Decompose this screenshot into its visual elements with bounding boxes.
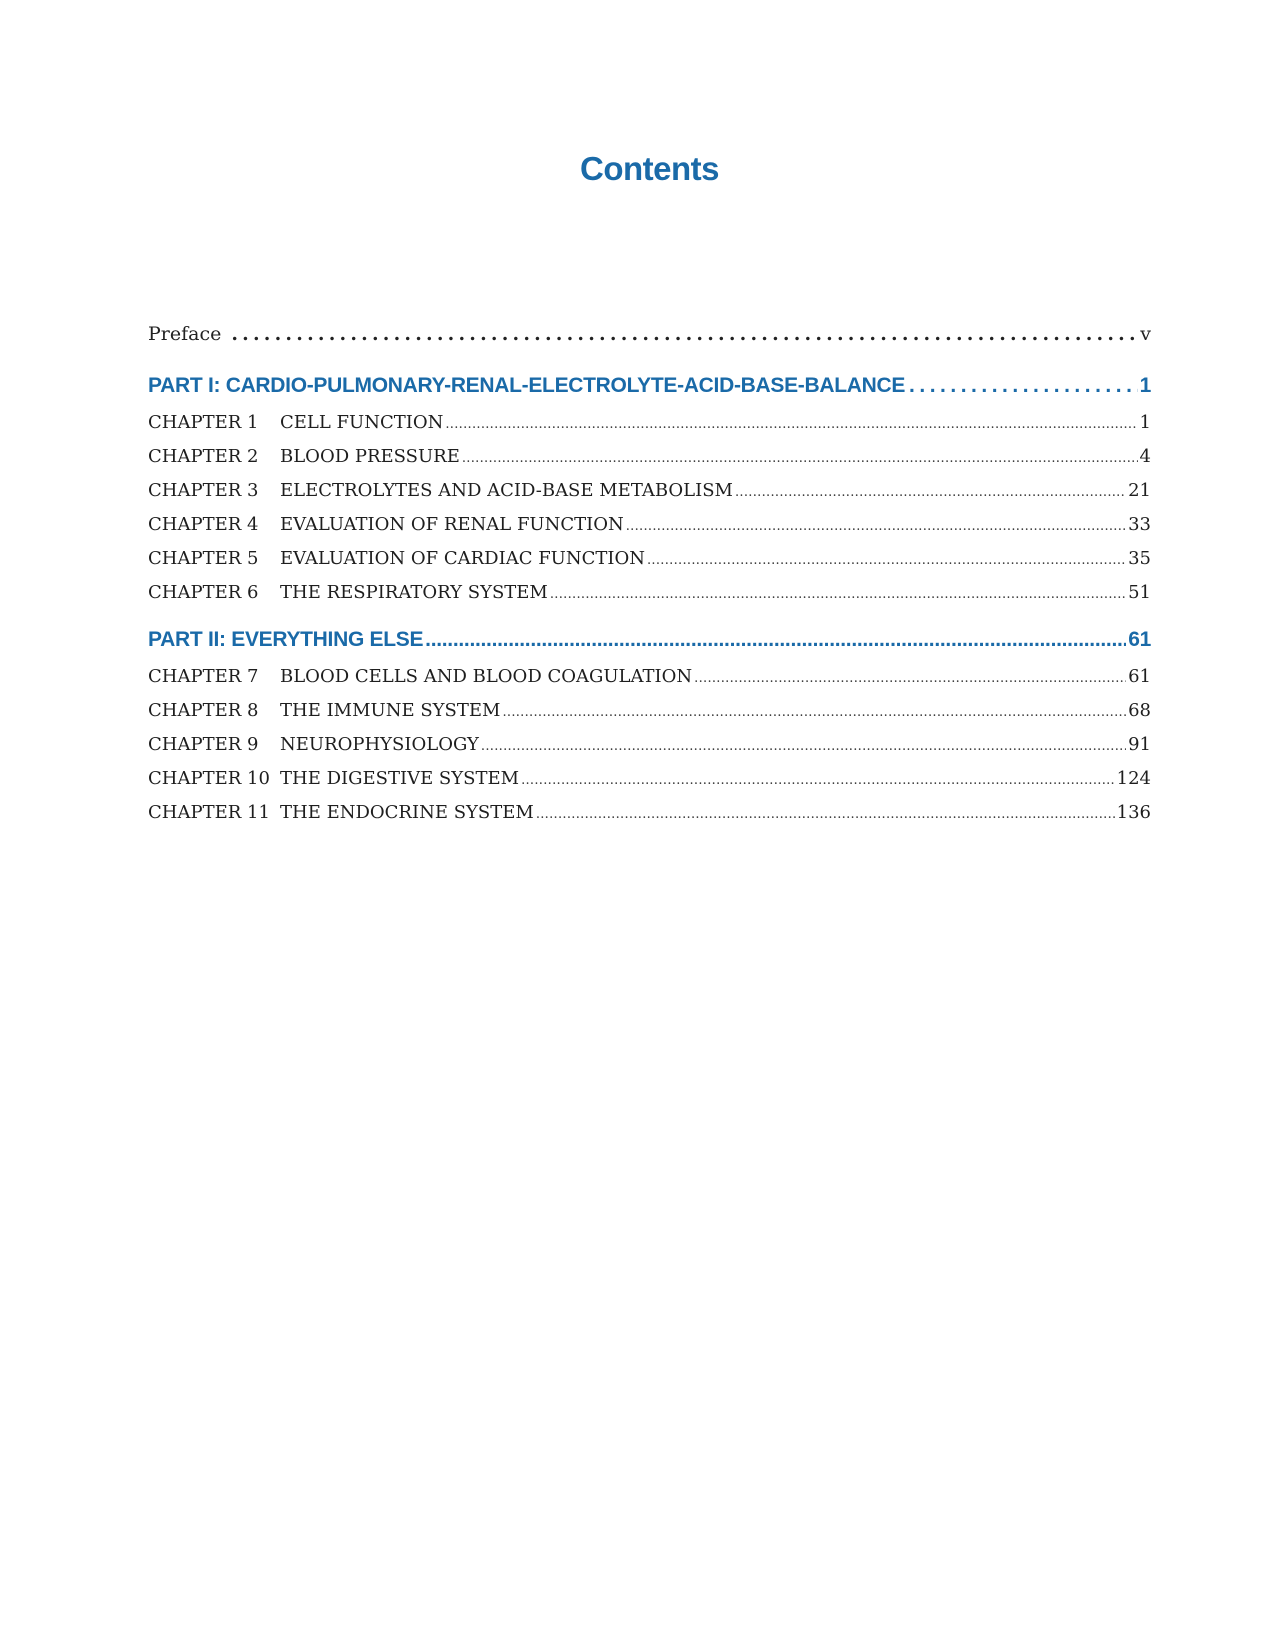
toc-page-number: 1 xyxy=(1139,412,1151,433)
toc-page-number: 51 xyxy=(1128,582,1151,603)
page-title: Contents xyxy=(580,150,719,187)
toc-page-number: 61 xyxy=(1128,628,1151,651)
dot-leader xyxy=(536,807,1115,822)
chapter-label: CHAPTER 1 xyxy=(148,412,259,433)
chapter-label: CHAPTER 3 xyxy=(148,480,259,501)
dot-leader xyxy=(462,451,1138,466)
toc-page-number: 35 xyxy=(1128,548,1151,569)
toc-part-title: PART II: EVERYTHING ELSE xyxy=(148,628,424,651)
toc-chapter-entry[interactable] xyxy=(148,514,1151,548)
toc-page-number: 1 xyxy=(1139,374,1151,397)
chapter-label: CHAPTER 5 xyxy=(148,548,259,569)
dot-leader xyxy=(502,705,1126,720)
dot-leader xyxy=(445,417,1137,432)
dot-leader xyxy=(550,587,1126,602)
chapter-title: BLOOD CELLS AND BLOOD COAGULATION xyxy=(280,666,693,687)
toc-entry-preface[interactable] xyxy=(148,323,1151,350)
toc-page-number: 21 xyxy=(1128,480,1151,501)
toc-page-number: 91 xyxy=(1128,734,1151,755)
dot-leader xyxy=(521,773,1115,788)
toc-chapter-entry[interactable] xyxy=(148,480,1151,514)
toc-chapter-entry[interactable] xyxy=(148,802,1151,836)
chapter-title: NEUROPHYSIOLOGY xyxy=(280,734,479,755)
chapter-label: CHAPTER 11 xyxy=(148,802,270,823)
chapter-label: CHAPTER 2 xyxy=(148,446,259,467)
toc-chapter-entry[interactable] xyxy=(148,734,1151,768)
toc-page-number: 33 xyxy=(1128,514,1151,535)
table-of-contents xyxy=(148,323,1151,836)
toc-chapter-entry[interactable] xyxy=(148,768,1151,802)
chapter-title: EVALUATION OF CARDIAC FUNCTION xyxy=(280,548,645,569)
chapter-title: THE DIGESTIVE SYSTEM xyxy=(280,768,520,789)
dot-leader xyxy=(735,485,1126,500)
toc-page-number: 4 xyxy=(1139,446,1151,467)
toc-chapter-entry[interactable] xyxy=(148,582,1151,616)
dot-leader xyxy=(694,671,1126,686)
chapter-title: EVALUATION OF RENAL FUNCTION xyxy=(280,514,624,535)
chapter-label: CHAPTER 7 xyxy=(148,666,259,687)
dot-leader xyxy=(647,553,1126,568)
toc-page-number: 136 xyxy=(1116,802,1151,823)
toc-part-title: PART I: CARDIO-PULMONARY-RENAL-ELECTROLYTE-ACID-BASE-BALANCE xyxy=(148,374,906,397)
chapter-label: CHAPTER 8 xyxy=(148,700,259,721)
toc-entry-title: Preface xyxy=(148,323,222,345)
toc-part-heading[interactable] xyxy=(148,628,1151,658)
chapter-title: ELECTROLYTES AND ACID-BASE METABOLISM xyxy=(280,480,733,501)
chapter-label: CHAPTER 10 xyxy=(148,768,270,789)
toc-part-heading[interactable] xyxy=(148,374,1151,404)
toc-page-number: 124 xyxy=(1116,768,1151,789)
dot-leader xyxy=(231,323,1138,345)
dot-leader xyxy=(425,628,1126,652)
chapter-label: CHAPTER 6 xyxy=(148,582,259,603)
toc-page-number: v xyxy=(1140,323,1151,345)
toc-chapter-entry[interactable] xyxy=(148,412,1151,446)
chapter-title: THE ENDOCRINE SYSTEM xyxy=(280,802,534,823)
toc-chapter-entry[interactable] xyxy=(148,700,1151,734)
dot-leader xyxy=(626,519,1126,534)
dot-leader xyxy=(481,739,1126,754)
toc-page-number: 61 xyxy=(1128,666,1151,687)
chapter-title: THE IMMUNE SYSTEM xyxy=(280,700,501,721)
chapter-label: CHAPTER 9 xyxy=(148,734,259,755)
toc-chapter-entry[interactable] xyxy=(148,548,1151,582)
chapter-title: CELL FUNCTION xyxy=(280,412,444,433)
toc-page-number: 68 xyxy=(1128,700,1151,721)
document-page xyxy=(148,0,1151,1650)
chapter-title: BLOOD PRESSURE xyxy=(280,446,460,467)
toc-chapter-entry[interactable] xyxy=(148,446,1151,480)
dot-leader xyxy=(909,374,1138,398)
toc-chapter-entry[interactable] xyxy=(148,666,1151,700)
chapter-title: THE RESPIRATORY SYSTEM xyxy=(280,582,548,603)
chapter-label: CHAPTER 4 xyxy=(148,514,259,535)
